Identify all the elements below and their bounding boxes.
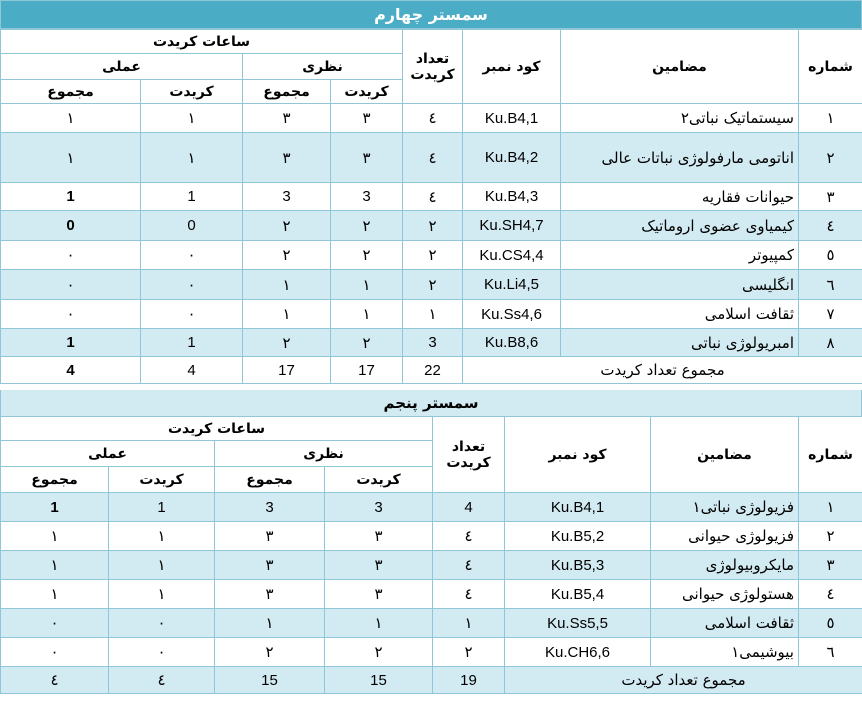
row-theory-total: ۲ [243,329,331,357]
row-theory-total: ۳ [215,522,325,551]
row-number: ۳ [799,183,862,211]
header-code: کود نمبر [463,30,561,104]
row-credits: ۱ [403,300,463,329]
row-subject: ثقافت اسلامی [651,609,799,638]
row-number: ۲ [799,133,862,183]
table-row [1,241,862,270]
header-credit-count: تعداد کریدت [403,30,463,104]
header-practical-total: مجموع [1,467,109,493]
sum-practical-credit: ٤ [109,667,215,694]
row-number: ٥ [799,241,862,270]
row-code: Ku.B4,2 [463,133,561,183]
row-code: Ku.SH4,7 [463,211,561,241]
sum-label: مجموع تعداد کریدت [463,357,862,384]
row-practical-credit: ۱ [109,551,215,580]
table-row [1,580,862,609]
row-number: ۸ [799,329,862,357]
row-theory-credit: 3 [325,493,433,522]
row-practical-total: ٠ [1,270,141,300]
header-subject: مضامین [651,417,799,493]
row-practical-total: ٠ [1,241,141,270]
row-number: ٥ [799,609,862,638]
sum-theory-credit: 17 [331,357,403,384]
row-number: ٤ [799,580,862,609]
header-code: کود نمبر [505,417,651,493]
table-row [1,133,862,183]
row-practical-total: 1 [1,493,109,522]
row-practical-total: ٠ [1,638,109,667]
row-theory-credit: ۳ [331,133,403,183]
row-theory-credit: ۳ [331,104,403,133]
row-credits: ۲ [403,241,463,270]
sum-theory-total: 15 [215,667,325,694]
row-practical-credit: ٠ [141,270,243,300]
row-number: ۱ [799,104,862,133]
row-practical-total: ٠ [1,300,141,329]
row-practical-total: ۱ [1,551,109,580]
row-theory-total: ۲ [243,211,331,241]
row-practical-credit: ۱ [141,104,243,133]
sum-practical-total: 4 [1,357,141,384]
header-theory: نظری [215,441,433,467]
header-practical-credit: کریدت [141,80,243,104]
row-credits: ٤ [403,104,463,133]
row-practical-credit: 1 [141,329,243,357]
header-credit-hours: ساعات کریدت [1,417,433,441]
header-theory: نظری [243,54,403,80]
row-practical-credit: ۱ [109,580,215,609]
row-theory-credit: ۲ [325,638,433,667]
sum-credits: 19 [433,667,505,694]
row-practical-credit: ۱ [141,133,243,183]
row-code: Ku.B5,3 [505,551,651,580]
row-code: Ku.B4,1 [463,104,561,133]
header-theory-total: مجموع [243,80,331,104]
row-theory-credit: ۱ [325,609,433,638]
row-practical-total: ۱ [1,580,109,609]
row-credits: ۲ [433,638,505,667]
row-code: Ku.Ss5,5 [505,609,651,638]
row-subject: فزیولوژی حیوانی [651,522,799,551]
row-credits: 3 [403,329,463,357]
row-theory-total: ۲ [215,638,325,667]
table-row [1,270,862,300]
row-practical-credit: ٠ [141,300,243,329]
row-theory-credit: 3 [331,183,403,211]
row-practical-total: ۱ [1,522,109,551]
row-credits: ۲ [403,270,463,300]
header-practical-total: مجموع [1,80,141,104]
row-theory-total: ۲ [243,241,331,270]
table-row [1,551,862,580]
sum-theory-credit: 15 [325,667,433,694]
sum-row [1,667,862,694]
row-credits: ۲ [403,211,463,241]
row-theory-total: ۳ [215,580,325,609]
row-practical-credit: ٠ [109,638,215,667]
row-code: Ku.Li4,5 [463,270,561,300]
row-subject: کمپیوتر [561,241,799,270]
row-code: Ku.B5,2 [505,522,651,551]
header-practical: عملی [1,54,243,80]
row-code: Ku.B8,6 [463,329,561,357]
row-number: ۳ [799,551,862,580]
semester-4-title: سمستر چهارم [0,0,862,29]
row-subject: فزیولوژی نباتی۱ [651,493,799,522]
row-theory-total: ۱ [215,609,325,638]
table-row [1,300,862,329]
semester-4-table [0,29,862,384]
row-theory-total: ۳ [215,551,325,580]
row-code: Ku.B4,1 [505,493,651,522]
row-number: ٦ [799,270,862,300]
row-credits: ٤ [403,183,463,211]
sum-row [1,357,862,384]
row-practical-credit: 1 [141,183,243,211]
row-credits: ٤ [433,522,505,551]
sum-theory-total: 17 [243,357,331,384]
table-row [1,104,862,133]
row-subject: هستولوژی حیوانی [651,580,799,609]
row-credits: ٤ [433,551,505,580]
header-number: شماره [799,30,862,104]
row-theory-credit: ۲ [331,211,403,241]
header-credit-count: تعداد کریدت [433,417,505,493]
row-number: ۷ [799,300,862,329]
table-row [1,609,862,638]
row-code: Ku.CS4,4 [463,241,561,270]
row-code: Ku.Ss4,6 [463,300,561,329]
row-practical-total: 1 [1,329,141,357]
row-practical-total: ۱ [1,104,141,133]
row-practical-total: ٠ [1,609,109,638]
row-credits: ٤ [403,133,463,183]
row-subject: بیوشیمی۱ [651,638,799,667]
sum-practical-credit: 4 [141,357,243,384]
header-theory-credit: کریدت [331,80,403,104]
table-row [1,493,862,522]
row-credits: 4 [433,493,505,522]
row-code: Ku.B4,3 [463,183,561,211]
row-theory-total: ۳ [243,104,331,133]
row-practical-total: 0 [1,211,141,241]
semester-5-title: سمستر پنجم [0,390,862,416]
header-subject: مضامین [561,30,799,104]
row-theory-credit: ۲ [331,241,403,270]
row-credits: ٤ [433,580,505,609]
row-practical-credit: ٠ [141,241,243,270]
row-theory-credit: ۱ [331,270,403,300]
table-row [1,522,862,551]
table-row [1,329,862,357]
row-credits: ۱ [433,609,505,638]
table-row [1,183,862,211]
header-theory-total: مجموع [215,467,325,493]
header-number: شماره [799,417,862,493]
table-row [1,211,862,241]
row-practical-total: ۱ [1,133,141,183]
row-subject: حیوانات فقاریه [561,183,799,211]
row-theory-credit: ۳ [325,522,433,551]
row-subject: انگلیسی [561,270,799,300]
row-subject: امبریولوژی نباتی [561,329,799,357]
row-subject: سیستماتیک نباتی۲ [561,104,799,133]
header-practical: عملی [1,441,215,467]
sum-label: مجموع تعداد کریدت [505,667,862,694]
header-theory-credit: کریدت [325,467,433,493]
semester-5-table [0,416,862,694]
row-code: Ku.CH6,6 [505,638,651,667]
header-credit-hours: ساعات کریدت [1,30,403,54]
row-number: ٦ [799,638,862,667]
row-code: Ku.B5,4 [505,580,651,609]
table-row [1,638,862,667]
row-theory-credit: ۲ [331,329,403,357]
row-practical-credit: ٠ [109,609,215,638]
row-practical-credit: 0 [141,211,243,241]
row-theory-total: 3 [243,183,331,211]
row-subject: مایکروبیولوژی [651,551,799,580]
row-theory-total: ۱ [243,270,331,300]
row-practical-credit: ۱ [109,522,215,551]
row-practical-total: 1 [1,183,141,211]
row-theory-credit: ۱ [331,300,403,329]
sum-practical-total: ٤ [1,667,109,694]
row-theory-credit: ۳ [325,580,433,609]
row-number: ۲ [799,522,862,551]
row-subject: کیمیاوی عضوی اروماتیک [561,211,799,241]
row-number: ٤ [799,211,862,241]
row-theory-total: ۳ [243,133,331,183]
row-theory-total: ۱ [243,300,331,329]
sum-credits: 22 [403,357,463,384]
row-theory-credit: ۳ [325,551,433,580]
row-theory-total: 3 [215,493,325,522]
row-subject: اناتومی مارفولوژی نباتات عالی [561,133,799,183]
row-number: ۱ [799,493,862,522]
row-practical-credit: 1 [109,493,215,522]
row-subject: ثقافت اسلامی [561,300,799,329]
header-practical-credit: کریدت [109,467,215,493]
